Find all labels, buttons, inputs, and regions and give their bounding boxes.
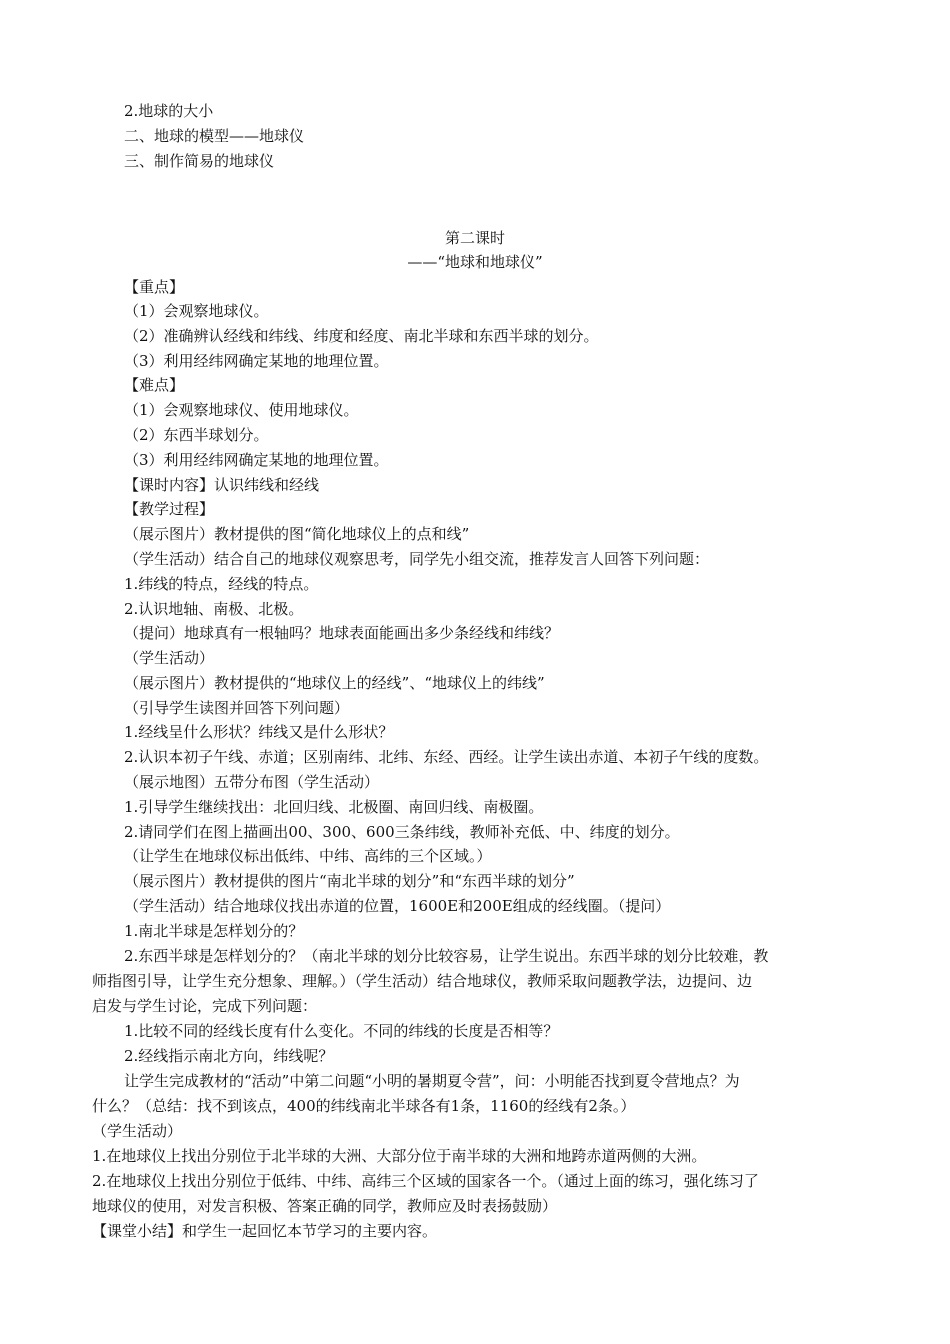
- text-line: （3）利用经纬网确定某地的地理位置。: [124, 451, 389, 469]
- heading-lesson-content: 【课时内容】认识纬线和经线: [124, 476, 320, 494]
- heading-difficulties: 【难点】: [124, 376, 185, 394]
- text-line: 地球仪的使用，对发言积极、答案正确的同学，教师应及时表扬鼓励）: [92, 1197, 558, 1215]
- text-line: （学生活动）: [124, 649, 215, 667]
- text-line: 2.请同学们在图上描画出00、300、600三条纬线，教师补充低、中、纬度的划分。: [124, 823, 680, 841]
- text-line: （1）会观察地球仪。: [124, 302, 269, 320]
- text-line: 1.纬线的特点，经线的特点。: [124, 575, 319, 593]
- outline-line-1: 2.地球的大小: [124, 102, 214, 120]
- text-line: （让学生在地球仪标出低纬、中纬、高纬的三个区域。）: [124, 847, 492, 865]
- text-line: （学生活动）结合自己的地球仪观察思考，同学先小组交流，推荐发言人回答下列问题：: [124, 550, 710, 568]
- text-line: 1.引导学生继续找出：北回归线、北极圈、南回归线、南极圈。: [124, 798, 544, 816]
- text-line: （引导学生读图并回答下列问题）: [124, 699, 350, 717]
- text-line: （2）东西半球划分。: [124, 426, 269, 444]
- text-line: 1.经线呈什么形状？纬线又是什么形状？: [124, 723, 394, 741]
- text-line: 2.认识地轴、南极、北极。: [124, 600, 304, 618]
- lesson-title: 第二课时: [444, 229, 505, 247]
- text-line: （2）准确辨认经线和纬线、纬度和经度、南北半球和东西半球的划分。: [124, 327, 599, 345]
- outline-line-3: 三、制作简易的地球仪: [124, 152, 275, 170]
- text-line: 2.在地球仪上找出分别位于低纬、中纬、高纬三个区域的国家各一个。（通过上面的练习，强化练习了: [92, 1172, 759, 1190]
- heading-summary: 【课堂小结】和学生一起回忆本节学习的主要内容。: [92, 1222, 438, 1240]
- text-line: （展示地图）五带分布图（学生活动）: [124, 773, 380, 791]
- text-line: （1）会观察地球仪、使用地球仪。: [124, 401, 359, 419]
- lesson-subtitle: ——“地球和地球仪”: [407, 253, 543, 271]
- heading-teaching-process: 【教学过程】: [124, 500, 215, 518]
- text-line: 什么？（总结：找不到该点，400的纬线南北半球各有1条，1160的经线有2条。）: [92, 1097, 636, 1115]
- text-line: （展示图片）教材提供的图“简化地球仪上的点和线”: [124, 525, 470, 543]
- outline-line-2: 二、地球的模型——地球仪: [124, 127, 305, 145]
- text-line: （学生活动）结合地球仪找出赤道的位置，1600E和200E组成的经线圈。（提问）: [124, 897, 671, 915]
- text-line: （展示图片）教材提供的图片“南北半球的划分”和“东西半球的划分”: [124, 872, 575, 890]
- text-line: 1.在地球仪上找出分别位于北半球的大洲、大部分位于南半球的大洲和地跨赤道两侧的大洲。: [92, 1147, 707, 1165]
- text-line: 2.经线指示南北方向，纬线呢？: [124, 1047, 334, 1065]
- text-line: 启发与学生讨论，完成下列问题：: [92, 997, 318, 1015]
- heading-key-points: 【重点】: [124, 278, 185, 296]
- text-line: 1.南北半球是怎样划分的？: [124, 922, 304, 940]
- text-line: 2.认识本初子午线、赤道；区别南纬、北纬、东经、西经。让学生读出赤道、本初子午线的度数。: [124, 748, 769, 766]
- text-line: 让学生完成教材的“活动”中第二问题“小明的暑期夏令营”，问：小明能否找到夏令营地点？为: [124, 1072, 740, 1090]
- text-line: 1.比较不同的经线长度有什么变化。不同的纬线的长度是否相等？: [124, 1022, 559, 1040]
- text-line: （展示图片）教材提供的“地球仪上的经线”、“地球仪上的纬线”: [124, 674, 545, 692]
- text-line: （3）利用经纬网确定某地的地理位置。: [124, 352, 389, 370]
- text-line: 2.东西半球是怎样划分的？（南北半球的划分比较容易，让学生说出。东西半球的划分比较难，教: [124, 947, 769, 965]
- text-line: 师指图引导，让学生充分想象、理解。）（学生活动）结合地球仪，教师采取问题教学法，边提问、边: [92, 972, 753, 990]
- text-line: （学生活动）: [92, 1122, 183, 1140]
- text-line: （提问）地球真有一根轴吗？地球表面能画出多少条经线和纬线？: [124, 624, 560, 642]
